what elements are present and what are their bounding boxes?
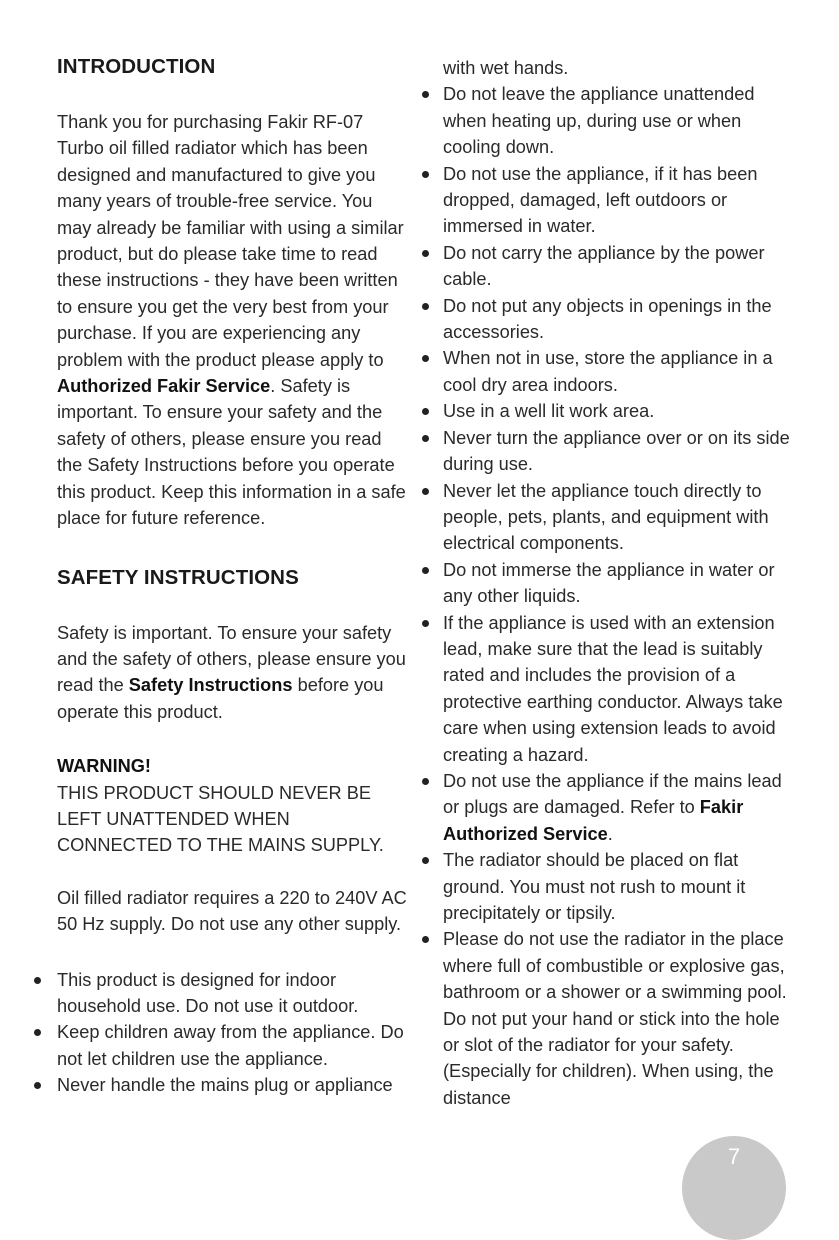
- bullet-icon: [422, 620, 429, 627]
- list-item: Keep children away from the appliance. Do not let children use the appliance.: [57, 1019, 407, 1072]
- page-number: 7: [727, 1144, 741, 1169]
- intro-text: Thank you for purchasing Fakir RF-07 Turbo oil filled radiator which has been designed and manufactured to give you many years of trouble-free service. You may already be familiar with using a similar product, but do please take time to read these instructions - they have been written to ensure you get the very best from your purchase. If you are experiencing any problem with the product please apply to: [57, 112, 404, 370]
- safety-instructions-heading: SAFETY INSTRUCTIONS: [57, 565, 299, 589]
- bullet-icon: [422, 857, 429, 864]
- list-item: Do not leave the appliance unattended when heating up, during use or when cooling down.: [420, 81, 792, 160]
- bullet-icon: [422, 171, 429, 178]
- list-item: This product is designed for indoor household use. Do not use it outdoor.: [57, 967, 407, 1020]
- left-bullet-list: [57, 967, 407, 1099]
- list-item: Never turn the appliance over or on its side during use.: [420, 425, 792, 478]
- list-item: Do not carry the appliance by the power cable.: [420, 240, 792, 293]
- list-item: If the appliance is used with an extension lead, make sure that the lead is suitably rated and includes the provision of a protective earthing conductor. Always take care when using extension leads to avoid creating a hazard.: [420, 610, 792, 768]
- list-item: The radiator should be placed on flat ground. You must not rush to mount it precipitately or tipsily.: [420, 847, 792, 926]
- safety-paragraph: [57, 620, 407, 726]
- bullet-icon: [422, 303, 429, 310]
- list-item: When not in use, store the appliance in a cool dry area indoors.: [420, 345, 792, 398]
- introduction-heading: INTRODUCTION: [57, 55, 216, 78]
- list-item: Use in a well lit work area.: [420, 398, 792, 424]
- bullet-icon: [34, 977, 41, 984]
- bullet-icon: [34, 1029, 41, 1036]
- intro-text-end: . Safety is important. To ensure your safety and the safety of others, please ensure you read the Safety Instructions before you operate this product. Keep this information in a safe place for future reference.: [57, 376, 406, 529]
- warning-title: WARNING!: [57, 756, 151, 777]
- warning-text: THIS PRODUCT SHOULD NEVER BE LEFT UNATTENDED WHEN CONNECTED TO THE MAINS SUPPLY.: [57, 782, 384, 856]
- authorized-service-text: Authorized Fakir Service: [57, 376, 271, 397]
- bullet-icon: [422, 778, 429, 785]
- introduction-paragraph: [57, 109, 407, 532]
- list-item: Do not use the appliance if the mains lead or plugs are damaged. Refer to Fakir Authorized Service.: [420, 768, 792, 847]
- bullet-icon: [422, 91, 429, 98]
- list-item: Never let the appliance touch directly to people, pets, plants, and equipment with electrical components.: [420, 478, 792, 557]
- list-item: Do not immerse the appliance in water or any other liquids.: [420, 557, 792, 610]
- bullet-icon: [422, 408, 429, 415]
- list-item: Do not put any objects in openings in the accessories.: [420, 293, 792, 346]
- safety-text: Safety is important. To ensure your safety and the safety of others, please ensure you read the: [57, 622, 406, 696]
- bullet-icon: [422, 435, 429, 442]
- safety-text-end: before you operate this product.: [57, 675, 384, 722]
- list-item: Please do not use the radiator in the place where full of combustible or explosive gas, bathroom or a shower or a swimming pool. Do not put your hand or stick into the hole or slot of the radiator for your safety. (Especially for children). When using, the distance: [420, 926, 792, 1111]
- list-item: Do not use the appliance, if it has been dropped, damaged, left outdoors or immersed in water.: [420, 161, 792, 240]
- bullet-icon: [422, 488, 429, 495]
- bullet-icon: [422, 250, 429, 257]
- supply-requirements: Oil filled radiator requires a 220 to 240V AC 50 Hz supply. Do not use any other supply.: [57, 887, 407, 935]
- safety-instructions-bold: Safety Instructions: [128, 675, 293, 696]
- bullet-icon: [34, 1082, 41, 1089]
- fakir-authorized-service-bold: Fakir Authorized Service: [443, 797, 744, 844]
- right-column: [420, 55, 792, 1111]
- list-item: Never handle the mains plug or appliance: [57, 1072, 407, 1098]
- bullet-icon: [422, 567, 429, 574]
- bullet-icon: [422, 355, 429, 362]
- continued-text: with wet hands.: [443, 58, 569, 78]
- right-bullet-list: [420, 81, 792, 1111]
- bullet-icon: [422, 936, 429, 943]
- left-column: [57, 55, 407, 1099]
